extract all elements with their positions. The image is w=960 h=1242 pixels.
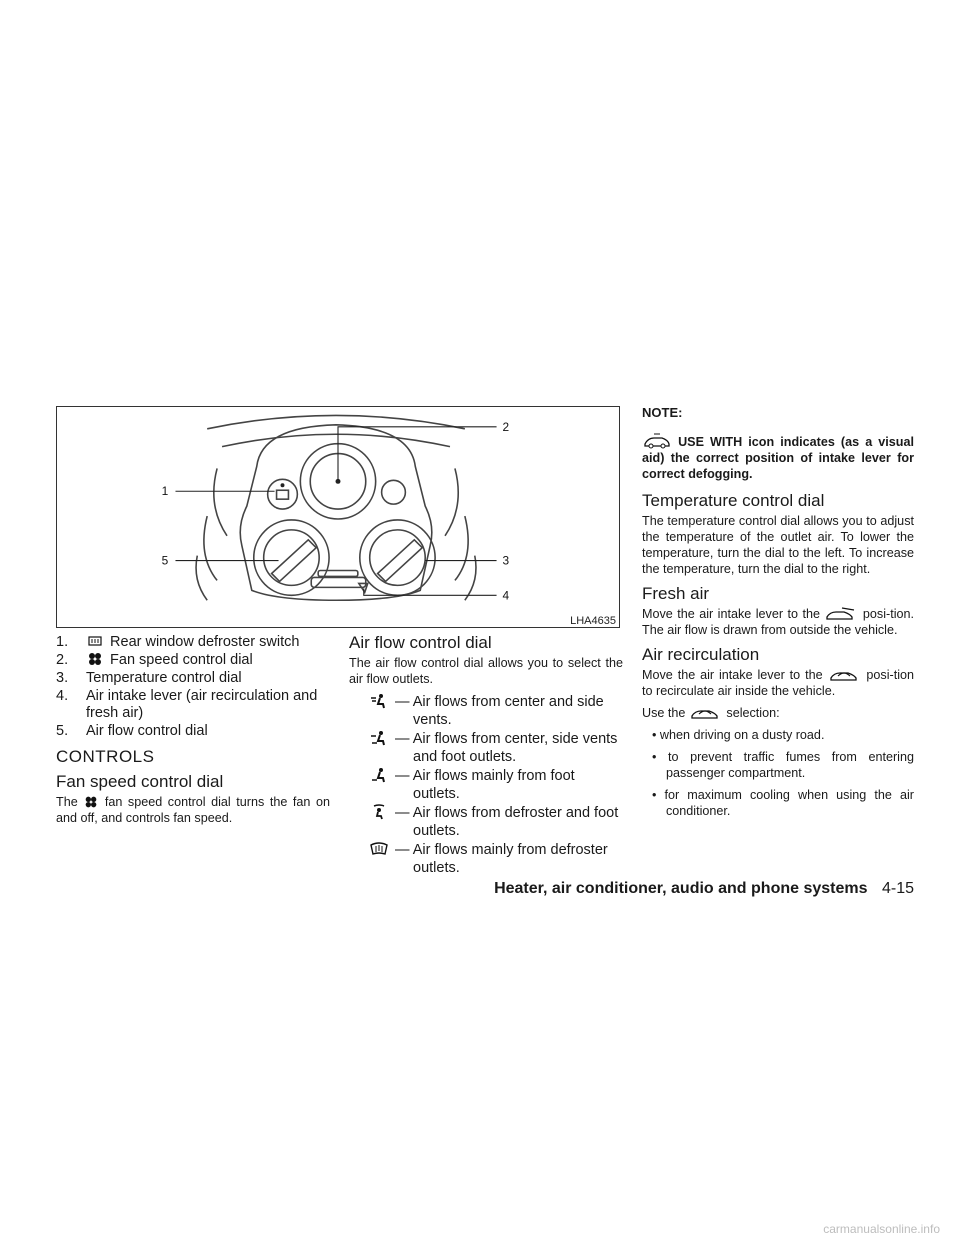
legend-number: 5.: [56, 723, 69, 739]
heading-temperature: Temperature control dial: [642, 491, 825, 510]
callout-3: 3: [502, 553, 510, 568]
list-item: • for maximum cooling when using the air conditioner.: [652, 788, 914, 818]
air-flow-text: — Air flows from defroster and foot outlets.: [395, 805, 619, 839]
air-flow-item: [349, 693, 623, 729]
fresh-air-paragraph: Move the air intake lever to the posi-tion. The air flow is drawn from outside the vehicle.: [642, 607, 915, 637]
temperature-paragraph: The temperature control dial allows you to adjust the temperature of the outlet air. To lower the temperature, turn the dial to the left. To increase the temperature, turn the dial to the right.: [642, 514, 914, 576]
air-flow-text: — Air flows mainly from defroster outlets.: [395, 842, 608, 876]
air-flow-item: [349, 841, 623, 877]
callout-1: 1: [161, 484, 169, 499]
face-vent-icon: [369, 693, 389, 709]
heading-fan-speed: Fan speed control dial: [56, 772, 224, 791]
legend-item: [56, 688, 330, 722]
legend-text: Rear window defroster switch: [110, 634, 300, 650]
legend-number: 3.: [56, 670, 69, 686]
recirculation-icon: [828, 668, 862, 682]
air-flow-text: — Air flows from center, side vents and foot outlets.: [395, 731, 618, 765]
rear-defroster-icon: [86, 634, 104, 648]
defrost-icon: [369, 841, 389, 857]
control-panel-illustration: [57, 407, 619, 627]
left-column: [56, 634, 330, 832]
right-column: [642, 400, 914, 825]
callout-5: 5: [161, 553, 169, 568]
page-footer: [494, 880, 914, 898]
callout-4: 4: [502, 588, 510, 603]
footer-title: Heater, air conditioner, audio and phone systems: [494, 880, 868, 897]
legend-item: [56, 652, 330, 669]
middle-column: [349, 634, 623, 878]
note-body: USE WITH icon indicates (as a visual aid) the correct position of intake lever for correct defogging.: [642, 435, 914, 481]
legend-item: [56, 670, 330, 687]
legend-text: Fan speed control dial: [110, 652, 253, 668]
list-item: • when driving on a dusty road.: [652, 728, 825, 742]
use-with-icon: [642, 433, 672, 449]
page-number: 4-15: [881, 880, 914, 897]
air-flow-intro: The air flow control dial allows you to select the air flow outlets.: [349, 656, 623, 686]
legend-text: Air intake lever (air recirculation and fresh air): [86, 688, 318, 721]
section-heading-controls: CONTROLS: [56, 747, 155, 766]
legend-number: 1.: [56, 634, 69, 650]
foot-vent-icon: [369, 767, 389, 783]
heading-air-recirculation: Air recirculation: [642, 645, 760, 664]
legend-text: Temperature control dial: [86, 670, 242, 686]
list-item: • to prevent traffic fumes from entering passenger compartment.: [652, 750, 914, 780]
recirc-paragraph: Move the air intake lever to the posi-tion to recirculate air inside the vehicle.: [642, 668, 915, 698]
air-flow-item: [349, 730, 623, 766]
control-panel-figure: [56, 406, 620, 628]
heading-air-flow: Air flow control dial: [349, 633, 492, 652]
fresh-air-icon: [824, 607, 858, 621]
air-flow-item: [349, 804, 623, 840]
callout-2: 2: [502, 419, 510, 434]
legend-text: Air flow control dial: [86, 723, 208, 739]
legend-number: 4.: [56, 688, 69, 704]
fan-icon: [86, 652, 104, 666]
air-flow-item: [349, 767, 623, 803]
air-flow-text: — Air flows from center and side vents.: [395, 694, 604, 728]
recirc-use-line: Use the selection:: [642, 706, 780, 720]
fan-speed-paragraph: The fan speed control dial turns the fan on and off, and controls fan speed.: [56, 795, 330, 825]
fan-icon: [83, 795, 99, 809]
legend-item: [56, 634, 330, 651]
legend-number: 2.: [56, 652, 69, 668]
note-label: NOTE:: [642, 405, 683, 420]
recirculation-icon: [689, 706, 723, 720]
bi-level-vent-icon: [369, 730, 389, 746]
watermark: carmanualsonline.info: [823, 1222, 940, 1236]
defrost-foot-icon: [369, 804, 389, 820]
air-flow-text: — Air flows mainly from foot outlets.: [395, 768, 575, 802]
figure-code: LHA4635: [570, 615, 616, 627]
heading-fresh-air: Fresh air: [642, 584, 710, 603]
recirc-bullet-list: [642, 727, 914, 819]
legend-item: [56, 723, 330, 740]
